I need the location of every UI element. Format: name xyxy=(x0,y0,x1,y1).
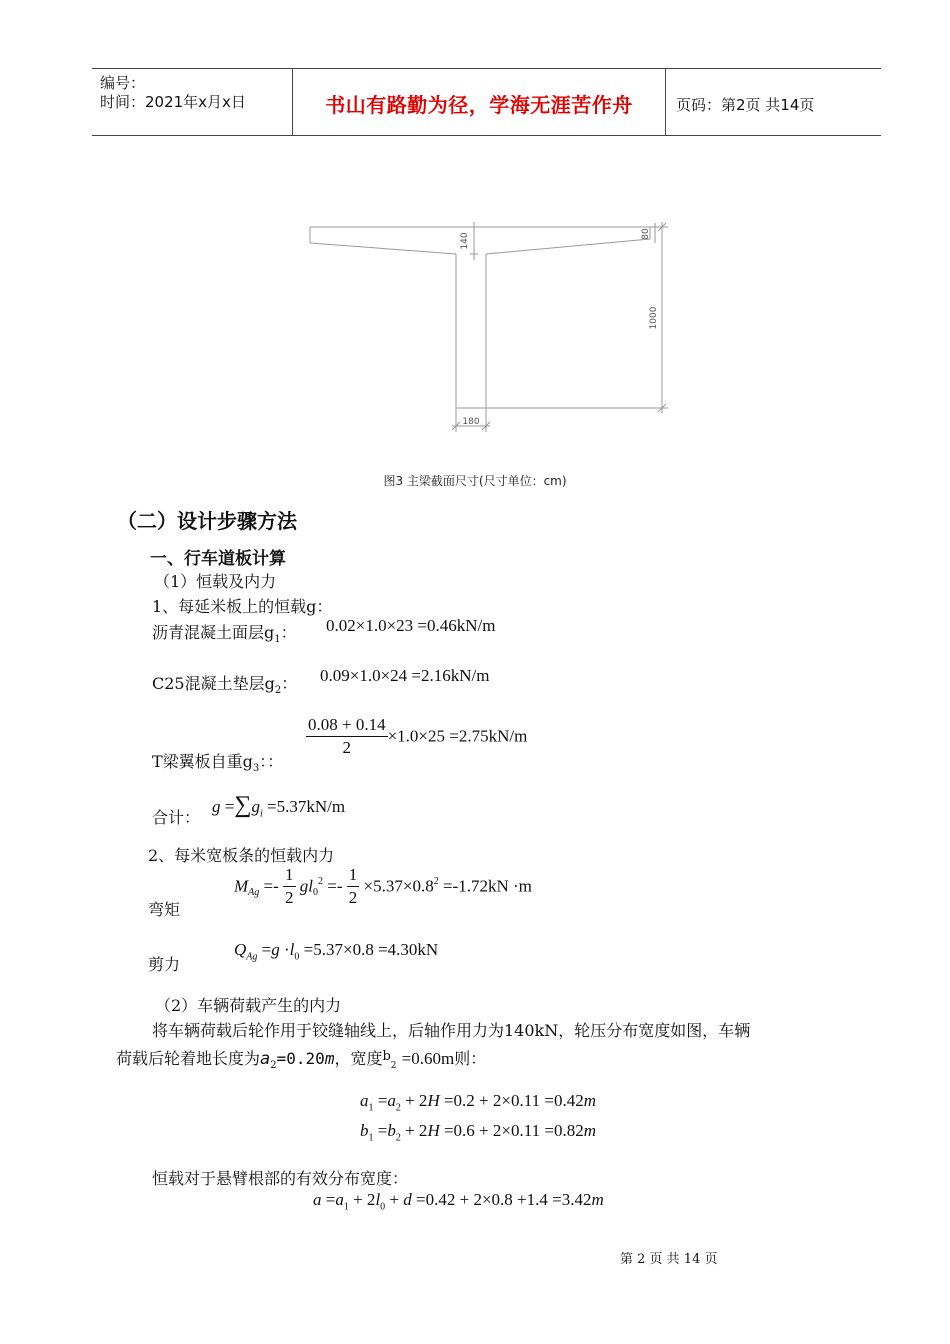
dim-label-140: 140 xyxy=(460,232,470,250)
b2-value: =0.60m xyxy=(401,1049,455,1068)
g3-formula xyxy=(306,714,527,759)
a2-value: =0.20 xyxy=(276,1049,325,1068)
figure-caption: 图3 主梁截面尺寸(尺寸单位：cm) xyxy=(383,474,567,488)
g2-subscript: 2 xyxy=(274,685,282,697)
header-divider xyxy=(292,68,293,135)
footer-page: 第 2 页 共 14 页 xyxy=(620,1252,718,1267)
g1-label: 沥青混凝土面层g xyxy=(152,623,275,642)
t-beam-section-figure xyxy=(300,210,680,435)
sum-label: 合计： xyxy=(152,808,201,827)
section-heading: （二）设计步骤方法 xyxy=(117,509,297,533)
sum-result: =5.37kN/m xyxy=(266,797,346,816)
header-rule-bottom xyxy=(92,135,881,136)
item-title-2: 2、每米宽板条的恒载内力 xyxy=(148,846,335,865)
moment-label: 弯矩 xyxy=(148,900,181,919)
paragraph-2: 恒载对于悬臂根部的有效分布宽度： xyxy=(152,1169,409,1188)
paragraph-line-2: 荷载后轮着地长度为$a_2=0.20m$，宽度$^b_2$ =0.60m则： xyxy=(116,1049,487,1072)
header-divider xyxy=(665,68,666,135)
g3-fraction xyxy=(306,714,388,759)
moment-formula-rest: ×5.37×0.8 xyxy=(363,876,434,896)
shear-formula: $Q_{Ag} =g \cdot l_0 =5.37\times 0.8 =4.30kN$ xyxy=(234,940,439,963)
g3-label: T梁翼板自重g xyxy=(152,752,253,771)
g2-row: C25混凝土垫层$g_2$： xyxy=(152,674,298,697)
g3-subscript: 3 xyxy=(252,763,260,775)
header-motto: 书山有路勤为径，学海无涯苦作舟 xyxy=(325,93,633,117)
a1-formula: $a_1 =a_2 + 2H =0.2 + 2\times 0.11 =0.42m$ xyxy=(360,1091,596,1114)
g3-row: T梁翼板自重$g_3$：： xyxy=(152,752,284,775)
subsection-heading: 一、行车道板计算 xyxy=(150,549,286,569)
header-rule-top xyxy=(92,68,881,69)
paragraph-line-1: 将车辆荷载后轮作用于铰缝轴线上，后轴作用力为140kN，轮压分布宽度如图，车辆 xyxy=(152,1021,751,1040)
a1-result: =0.2 + 2×0.11 =0.42 xyxy=(443,1091,584,1110)
g3-formula-rest: ×1.0×25 =2.75kN/m xyxy=(387,726,528,746)
g3-denominator: 2 xyxy=(342,738,352,757)
header-page: 页码：第2页 共14页 xyxy=(676,96,815,114)
item-title-1: 1、每延米板上的恒载g： xyxy=(152,597,333,616)
subsection-title-2: （2）车辆荷载产生的内力 xyxy=(155,996,342,1015)
paragraph-line-2-c: 则： xyxy=(454,1049,487,1068)
a-result: =0.42 + 2×0.8 +1.4 =3.42 xyxy=(416,1190,592,1209)
g2-label: C25混凝土垫层g xyxy=(152,674,275,693)
paragraph-line-2-b: ，宽度 xyxy=(334,1049,383,1068)
g2-formula: 0.09×1.0×24 =2.16kN/m xyxy=(320,666,490,685)
sum-formula: $g =\sum g_i =5.37kN/m$ xyxy=(212,792,346,820)
paragraph-line-2-a: 荷载后轮着地长度为 xyxy=(116,1049,261,1068)
dim-label-80: 80 xyxy=(641,228,651,240)
shear-result: =5.37×0.8 =4.30kN xyxy=(303,940,439,959)
subsection-title-1: （1）恒载及内力 xyxy=(154,572,277,591)
dim-label-1000: 1000 xyxy=(649,306,659,330)
moment-result: =-1.72kN ·m xyxy=(442,876,532,896)
g1-subscript: 1 xyxy=(274,634,281,646)
a-formula: $a =a_1 + 2l_0 + d =0.42 + 2\times 0.8 +1.4 =3.42m$ xyxy=(313,1190,604,1213)
header-number: 编号： xyxy=(100,74,146,92)
b1-formula: $b_1 =b_2 + 2H =0.6 + 2\times 0.11 =0.82m$ xyxy=(360,1121,596,1144)
moment-formula: $M_{Ag}$ =- $\frac{1}{2}$ $gl_0^2$ =- $\frac{1}{2}$ $\times 5.37\times 0.8^2 =-1.72kN \cdot m$ xyxy=(234,865,532,907)
g1-row: 沥青混凝土面层$g_1$： xyxy=(152,623,297,646)
dim-label-180: 180 xyxy=(462,417,480,427)
g1-formula: 0.02×1.0×23 =0.46kN/m xyxy=(326,616,496,635)
shear-label: 剪力 xyxy=(148,955,181,974)
header-time: 时间：2021年x月x日 xyxy=(100,93,246,111)
g3-numerator: 0.08 + 0.14 xyxy=(306,714,388,737)
b1-result: =0.6 + 2×0.11 =0.82 xyxy=(443,1121,584,1140)
